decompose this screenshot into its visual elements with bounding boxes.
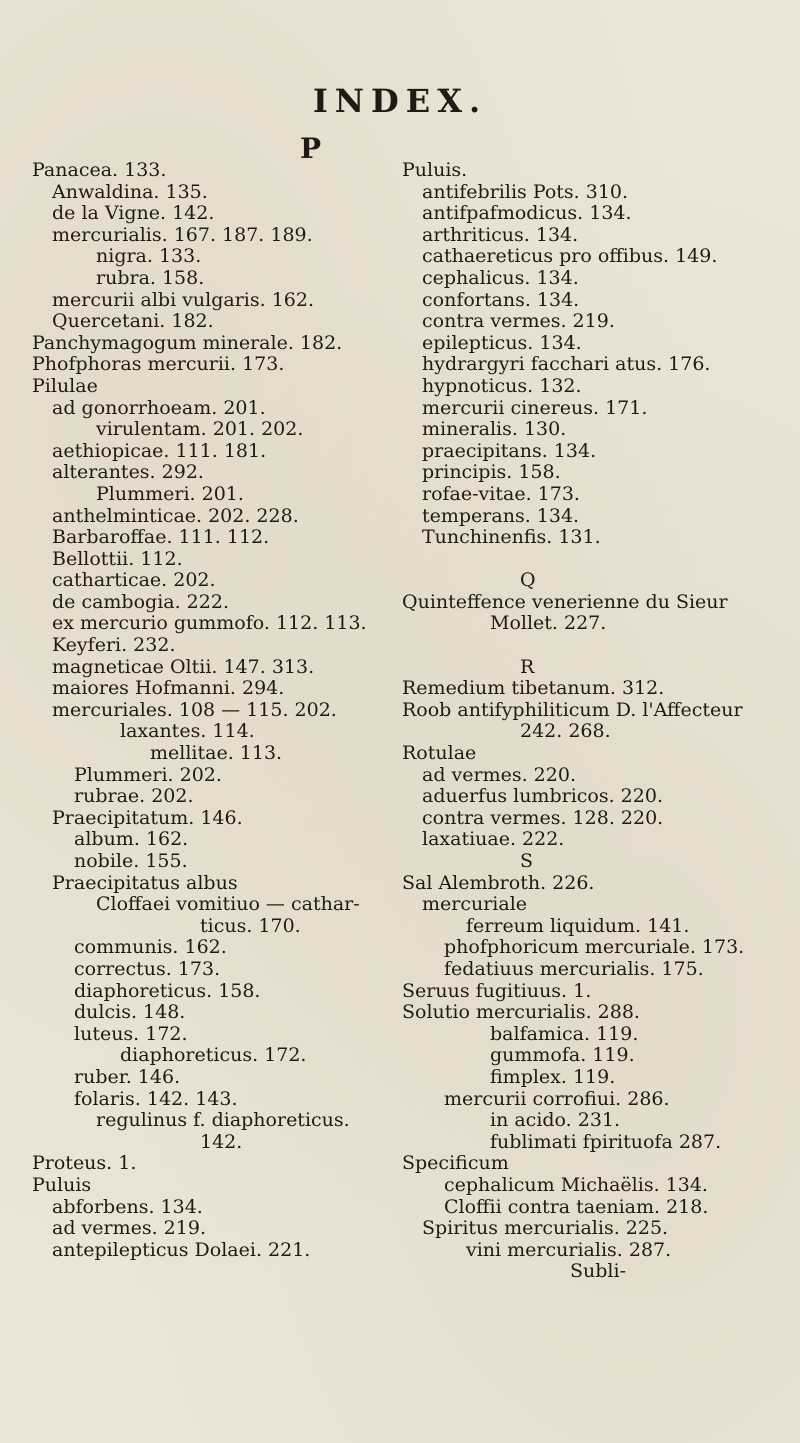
index-entry: arthriticus. 134. xyxy=(422,224,579,246)
section-letter-p: P xyxy=(300,132,322,165)
index-entry: aduerfus lumbricos. 220. xyxy=(422,786,663,808)
index-entry: Roob antifyphiliticum D. l'Affecteur xyxy=(402,699,743,721)
index-entry: communis. 162. xyxy=(74,937,227,959)
index-entry: laxatiuae. 222. xyxy=(422,829,565,851)
index-entry: mercurii corrofiui. 286. xyxy=(444,1088,670,1110)
index-entry: Panchymagogum minerale. 182. xyxy=(32,332,343,354)
index-entry: dulcis. 148. xyxy=(74,1002,186,1024)
index-entry: Proteus. 1. xyxy=(32,1153,137,1175)
index-entry: Phofphoras mercurii. 173. xyxy=(32,354,285,376)
index-entry: maiores Hofmanni. 294. xyxy=(52,678,285,700)
index-entry: diaphoreticus. 172. xyxy=(120,1045,307,1067)
index-entry: de cambogia. 222. xyxy=(52,591,229,613)
index-entry: rubra. 158. xyxy=(96,267,205,289)
index-entry: album. 162. xyxy=(74,829,189,851)
index-entry: 242. 268. xyxy=(520,721,611,743)
index-entry: de la Vigne. 142. xyxy=(52,203,215,225)
index-entry: Puluis xyxy=(32,1174,92,1196)
index-entry: regulinus f. diaphoreticus. xyxy=(96,1110,350,1132)
index-entry: Plummeri. 202. xyxy=(74,764,222,786)
index-entry: S xyxy=(520,851,534,872)
index-entry: Praecipitatum. 146. xyxy=(52,807,243,829)
index-entry: Q xyxy=(520,570,536,592)
index-entry: fublimati fpirituofa 287. xyxy=(490,1131,722,1153)
index-entry: Spiritus mercurialis. 225. xyxy=(422,1218,669,1240)
index-entry: mercurii albi vulgaris. 162. xyxy=(52,289,315,311)
index-entry: virulentam. 201. 202. xyxy=(96,419,304,441)
index-entry: contra vermes. 128. 220. xyxy=(422,807,664,829)
index-entry: mellitae. 113. xyxy=(150,743,283,765)
index-entry: ad gonorrhoeam. 201. xyxy=(52,397,266,419)
index-entry: rofae-vitae. 173. xyxy=(422,483,580,505)
index-entry: Mollet. 227. xyxy=(490,613,607,635)
index-entry: Panacea. 133. xyxy=(32,160,167,181)
index-entry: cephalicus. 134. xyxy=(422,267,579,289)
index-entry: catharticae. 202. xyxy=(52,570,216,592)
index-entry: laxantes. 114. xyxy=(120,721,255,743)
index-entry: ad vermes. 219. xyxy=(52,1218,206,1240)
index-entry: mercuriale xyxy=(422,894,528,916)
index-entry: nobile. 155. xyxy=(74,851,188,872)
index-entry: Specificum xyxy=(402,1153,509,1175)
index-entry: Praecipitatus albus xyxy=(52,872,238,894)
index-entry xyxy=(400,635,790,657)
index-entry: correctus. 173. xyxy=(74,958,221,980)
index-entry: principis. 158. xyxy=(422,462,561,484)
index-entry: Cloffaei vomitiuo — cathar- xyxy=(96,894,360,916)
page-title: INDEX. xyxy=(312,82,488,120)
index-entry: Subli- xyxy=(570,1261,626,1283)
index-entry: Barbaroffae. 111. 112. xyxy=(52,527,270,549)
index-entry: Cloffii contra taeniam. 218. xyxy=(444,1196,709,1218)
index-entry: Bellottii. 112. xyxy=(52,548,183,570)
index-entry: Solutio mercurialis. 288. xyxy=(402,1002,640,1024)
index-entry: ruber. 146. xyxy=(74,1066,181,1088)
index-entry: mineralis. 130. xyxy=(422,419,567,441)
index-entry: epilepticus. 134. xyxy=(422,332,582,354)
index-entry: rubrae. 202. xyxy=(74,786,194,808)
index-entry: anthelminticae. 202. 228. xyxy=(52,505,299,527)
index-entry: ticus. 170. xyxy=(200,915,301,937)
index-entry: mercuriales. 108 — 115. 202. xyxy=(52,699,337,721)
index-entry: folaris. 142. 143. xyxy=(74,1088,238,1110)
index-entry: R xyxy=(520,656,535,678)
index-entry: ad vermes. 220. xyxy=(422,764,576,786)
index-entry: temperans. 134. xyxy=(422,505,580,527)
index-entry: contra vermes. 219. xyxy=(422,311,615,333)
index-entry: mercurialis. 167. 187. 189. xyxy=(52,224,313,246)
index-entry: phofphoricum mercuriale. 173. xyxy=(444,937,745,959)
index-entry: diaphoreticus. 158. xyxy=(74,980,261,1002)
index-entry: Quinteffence venerienne du Sieur xyxy=(402,591,728,613)
index-entry: confortans. 134. xyxy=(422,289,580,311)
index-entry: Anwaldina. 135. xyxy=(52,181,208,203)
index-entry: alterantes. 292. xyxy=(52,462,204,484)
index-entry: cathaereticus pro offibus. 149. xyxy=(422,246,718,268)
index-entry: fimplex. 119. xyxy=(490,1066,616,1088)
index-entry: Seruus fugitiuus. 1. xyxy=(402,980,592,1002)
index-entry: gummofa. 119. xyxy=(490,1045,635,1067)
index-entry: magneticae Oltii. 147. 313. xyxy=(52,656,315,678)
index-entry: cephalicum Michaëlis. 134. xyxy=(444,1174,708,1196)
index-entry: Sal Alembroth. 226. xyxy=(402,872,595,894)
index-entry: balfamica. 119. xyxy=(490,1023,639,1045)
index-entry: vini mercurialis. 287. xyxy=(466,1239,672,1261)
index-entry: luteus. 172. xyxy=(74,1023,188,1045)
index-entry: hypnoticus. 132. xyxy=(422,375,582,397)
index-entry: in acido. 231. xyxy=(490,1110,621,1132)
index-entry: fedatiuus mercurialis. 175. xyxy=(444,958,704,980)
index-entry: Plummeri. 201. xyxy=(96,483,244,505)
index-column-left xyxy=(30,160,400,1261)
index-entry: Quercetani. 182. xyxy=(52,311,214,333)
index-entry: praecipitans. 134. xyxy=(422,440,597,462)
index-entry: Keyferi. 232. xyxy=(52,635,176,657)
index-entry: ferreum liquidum. 141. xyxy=(466,915,690,937)
index-entry xyxy=(400,549,790,571)
index-entry: antepilepticus Dolaei. 221. xyxy=(52,1239,311,1261)
index-entry: 142. xyxy=(200,1131,243,1153)
index-entry: Puluis. xyxy=(402,160,468,181)
index-entry: ex mercurio gummofo. 112. 113. xyxy=(52,613,367,635)
index-entry: mercurii cinereus. 171. xyxy=(422,397,648,419)
index-entry: antifpafmodicus. 134. xyxy=(422,203,632,225)
index-entry: antifebrilis Pots. 310. xyxy=(422,181,629,203)
index-entry: Pilulae xyxy=(32,375,98,397)
index-entry: Tunchinenfis. 131. xyxy=(422,527,601,549)
index-column-right xyxy=(400,160,790,1283)
index-entry: aethiopicae. 111. 181. xyxy=(52,440,267,462)
index-entry: Remedium tibetanum. 312. xyxy=(402,678,665,700)
index-entry: abforbens. 134. xyxy=(52,1196,203,1218)
index-entry: hydrargyri facchari atus. 176. xyxy=(422,354,711,376)
index-entry: Rotulae xyxy=(402,743,477,765)
index-entry: nigra. 133. xyxy=(96,246,202,268)
